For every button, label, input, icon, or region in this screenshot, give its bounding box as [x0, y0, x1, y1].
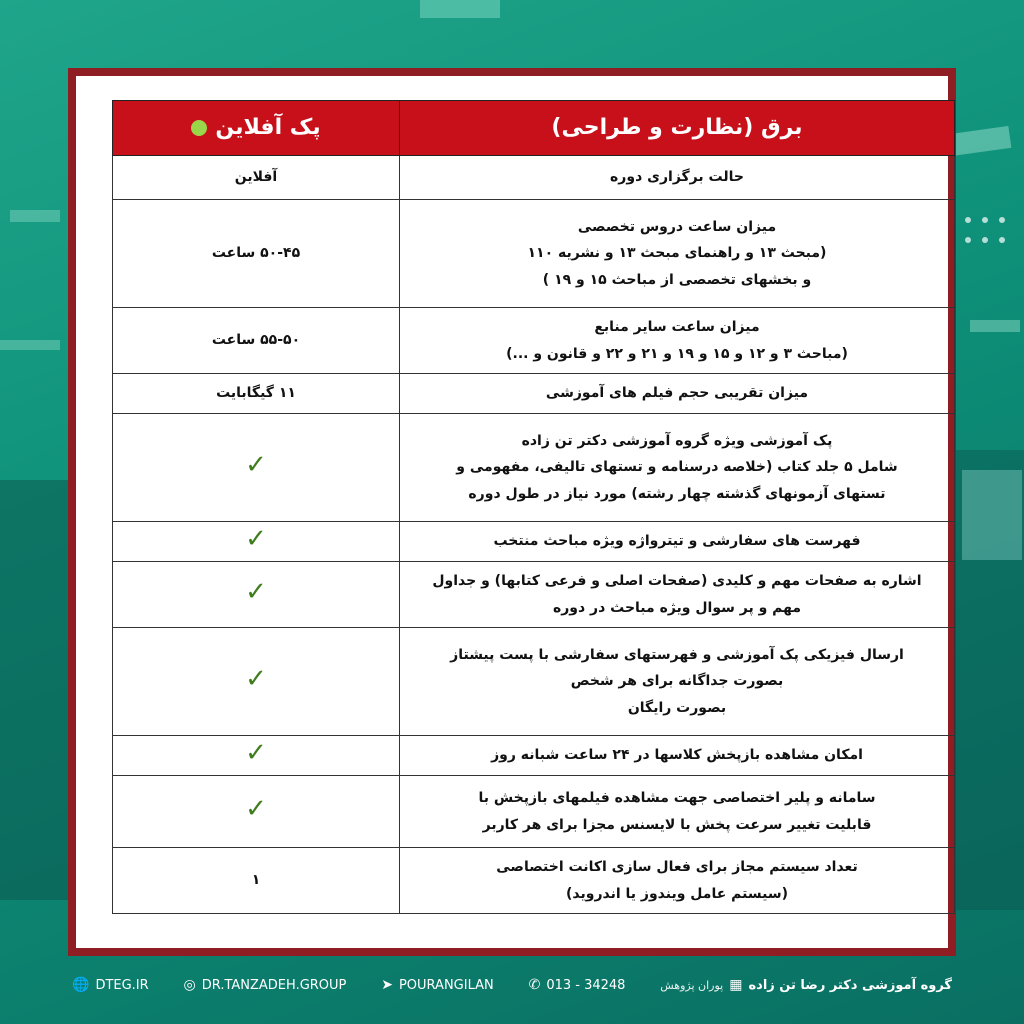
value-text: ۱۱ گیگابایت: [216, 385, 296, 402]
feature-line: پک آموزشی ویژه گروه آموزشی دکتر تن زاده: [521, 432, 833, 449]
feature-line: قابلیت تغییر سرعت پخش با لایسنس مجزا برای هر کاربر: [482, 816, 872, 833]
feature-line: بصورت رایگان: [627, 699, 727, 716]
feature-line: (سیستم عامل ویندوز یا اندروید): [566, 885, 788, 902]
checkmark-icon: ✓: [245, 664, 267, 695]
value-cell: [113, 156, 400, 200]
value-text: ۱: [251, 872, 261, 889]
header-title-text: برق (نظارت و طراحی): [551, 115, 803, 141]
feature-cell: [400, 308, 955, 374]
feature-cell: [400, 628, 955, 736]
feature-cell: [400, 156, 955, 200]
feature-line: (مباحث ۳ و ۱۲ و ۱۵ و ۱۹ و ۲۱ و ۲۲ و قانون و ...): [506, 345, 848, 362]
brand-text: گروه آموزشی دکتر رضا تن زاده: [748, 977, 952, 993]
checkmark-icon: ✓: [245, 450, 267, 481]
telegram-link[interactable]: [381, 977, 494, 993]
included-cell: [113, 522, 400, 562]
feature-line: میزان ساعت سایر منابع: [594, 318, 760, 335]
feature-line: مهم و پر سوال ویژه مباحث در دوره: [552, 599, 802, 616]
included-cell: [113, 736, 400, 776]
table-row: [113, 308, 955, 374]
feature-line: (مبحث ۱۳ و راهنمای مبحث ۱۳ و نشریه ۱۱۰: [527, 245, 827, 262]
included-cell: [113, 414, 400, 522]
included-cell: [113, 776, 400, 848]
feature-line: ارسال فیزیکی پک آموزشی و فهرستهای سفارشی با پست پیشتاز: [450, 646, 904, 663]
table-header-row: [113, 101, 955, 156]
card: [76, 76, 948, 948]
table-row: [113, 562, 955, 628]
feature-line: تعداد سیستم مجاز برای فعال سازی اکانت اختصاصی: [496, 858, 858, 875]
included-cell: [113, 628, 400, 736]
included-cell: [113, 562, 400, 628]
value-cell: [113, 374, 400, 414]
feature-line: میزان تقریبی حجم فیلم های آموزشی: [545, 385, 809, 402]
feature-line: حالت برگزاری دوره: [610, 169, 744, 186]
checkmark-icon: ✓: [245, 738, 267, 769]
card-frame: [68, 68, 956, 956]
feature-cell: [400, 374, 955, 414]
table-row: [113, 374, 955, 414]
table-row: [113, 414, 955, 522]
table-row: [113, 522, 955, 562]
feature-cell: [400, 200, 955, 308]
globe-icon: 🌐: [72, 977, 90, 993]
table-row: [113, 736, 955, 776]
feature-line: میزان ساعت دروس تخصصی: [577, 218, 777, 235]
feature-line: و بخشهای تخصصی از مباحث ۱۵ و ۱۹ ): [542, 271, 812, 288]
checkmark-icon: ✓: [245, 794, 267, 825]
telegram-text: POURANGILAN: [398, 977, 494, 993]
feature-line: تستهای آزمونهای گذشته چهار رشته) مورد نیاز در طول دوره: [468, 485, 886, 502]
website-link[interactable]: [72, 977, 149, 993]
table-row: [113, 776, 955, 848]
brand: [660, 977, 952, 993]
table-row: [113, 848, 955, 914]
feature-line: امکان مشاهده بازپخش کلاسها در ۲۴ ساعت شبانه روز: [491, 747, 863, 764]
checkmark-icon: ✓: [245, 577, 267, 608]
table-row: [113, 156, 955, 200]
feature-cell: [400, 736, 955, 776]
feature-line: فهرست های سفارشی و تیترواژه ویژه مباحث منتخب: [493, 533, 861, 550]
instagram-icon: ◎: [183, 977, 196, 993]
status-dot-icon: [191, 120, 207, 136]
instagram-link[interactable]: [184, 977, 347, 993]
logo-icon: ▦: [729, 977, 743, 993]
feature-line: بصورت جداگانه برای هر شخص: [570, 673, 784, 690]
phone-link[interactable]: [529, 977, 626, 993]
table-row: [113, 200, 955, 308]
feature-cell: [400, 522, 955, 562]
checkmark-icon: ✓: [245, 524, 267, 555]
header-package: [113, 101, 400, 156]
value-cell: [113, 848, 400, 914]
telegram-icon: ➤: [381, 977, 393, 993]
phone-text: 013 - 34248: [546, 977, 626, 993]
feature-line: اشاره به صفحات مهم و کلیدی (صفحات اصلی و فرعی کتابها) و جداول: [432, 572, 922, 589]
comparison-table: [112, 100, 955, 914]
value-cell: [113, 200, 400, 308]
partner-text: پوران پژوهش: [660, 978, 724, 992]
footer: [0, 968, 1024, 1002]
feature-cell: [400, 776, 955, 848]
value-cell: [113, 308, 400, 374]
feature-line: شامل ۵ جلد کتاب (خلاصه درسنامه و تستهای تالیفی، مفهومی و: [456, 459, 898, 476]
value-text: آفلاین: [234, 169, 278, 186]
value-text: ۵۵-۵۰ ساعت: [211, 332, 301, 349]
header-title: [400, 101, 955, 156]
table-row: [113, 628, 955, 736]
value-text: ۵۰-۴۵ ساعت: [211, 245, 301, 262]
phone-icon: ✆: [528, 977, 541, 993]
feature-cell: [400, 848, 955, 914]
header-package-text: پک آفلاین: [215, 115, 321, 141]
feature-line: سامانه و پلیر اختصاصی جهت مشاهده فیلمهای بازپخش با: [478, 789, 876, 806]
website-text: DTEG.IR: [95, 977, 149, 993]
instagram-text: DR.TANZADEH.GROUP: [201, 977, 347, 993]
feature-cell: [400, 562, 955, 628]
feature-cell: [400, 414, 955, 522]
